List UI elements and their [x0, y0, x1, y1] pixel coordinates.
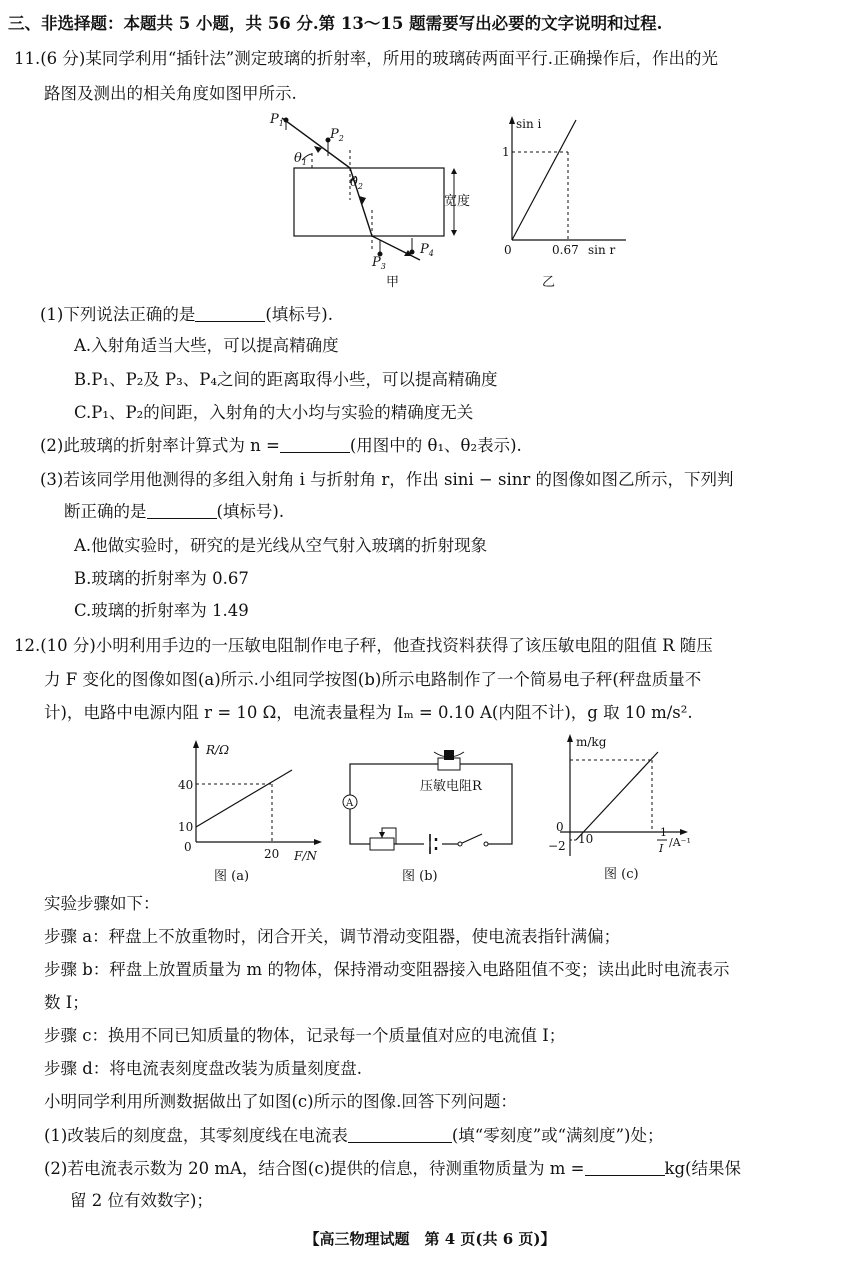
caption-c: 图 (c) [604, 867, 639, 882]
a-x-arrow [314, 839, 322, 845]
figure-b [340, 734, 520, 886]
label-p3: $P_3$ [372, 255, 386, 271]
q12-steps-title: 实验步骤如下： [44, 894, 160, 913]
c-y-arrow [567, 734, 573, 742]
figure-c [540, 728, 710, 886]
q11-sub3-option-c: C.玻璃的折射率为 1.49 [74, 601, 249, 620]
yi-y-arrow [509, 116, 515, 124]
q12-intro-line1: 12.(10 分)小明利用手边的一压敏电阻制作电子秤，他查找资料获得了该压敏电阻的阻值 R 随压 [14, 636, 713, 655]
answer-blank-q11-2[interactable] [280, 434, 350, 453]
a-y-tick-10: 10 [178, 820, 194, 834]
q12-sub2-line2: 留 2 位有效数字)； [70, 1191, 213, 1210]
b-switch-pivot [458, 842, 462, 846]
b-switch-contact [484, 842, 488, 846]
q12-step-a: 步骤 a：秤盘上不放重物时，闭合开关，调节滑动变阻器，使电流表指针满偏； [44, 927, 621, 946]
page-footer: 【高三物理试题 第 4 页(共 6 页)】 [304, 1230, 556, 1248]
c-x-tick: 10 [578, 832, 594, 846]
yi-xlabel: sin r [588, 243, 616, 257]
a-x-tick-20: 20 [264, 847, 280, 861]
a-ylabel: R/Ω [206, 743, 230, 757]
b-resistor-label: 压敏电阻R [420, 779, 482, 794]
q11-sub1-option-a: A.入射角适当大些，可以提高精确度 [74, 336, 339, 355]
caption-yi: 乙 [542, 275, 556, 290]
width-arrow-top [451, 168, 457, 174]
q11-sub3-line1: (3)若该同学用他测得的多组入射角 i 与折射角 r，作出 sini − sinr 的图像如图乙所示，下列判 [40, 470, 734, 489]
pin-p4-head [410, 250, 415, 255]
figure-jia [262, 110, 482, 290]
q11-sub1-option-b: B.P₁、P₂及 P₃、P₄之间的距离取得小些，可以提高精确度 [74, 370, 498, 389]
answer-blank-q12-2[interactable] [585, 1157, 665, 1176]
c-ylabel: m/kg [576, 735, 607, 749]
q11-sub3-option-a: A.他做实验时，研究的是光线从空气射入玻璃的折射现象 [74, 536, 488, 555]
q12-sub1: (1)改装后的刻度盘，其零刻度线在电流表 (填“零刻度”或“满刻度”)处； [44, 1126, 664, 1145]
incident-ray [282, 118, 350, 168]
c-origin: 0 [556, 820, 564, 834]
b-battery-gap [424, 841, 442, 847]
label-theta1: $\theta_1$ [294, 151, 307, 167]
caption-jia: 甲 [386, 275, 400, 290]
b-ammeter-label: A [346, 798, 354, 809]
answer-blank-q12-1[interactable] [348, 1124, 452, 1143]
q11-intro-line1: 11.(6 分)某同学利用“插针法”测定玻璃的折射率，所用的玻璃砖两面平行.正确操作后，作出的光 [14, 49, 718, 68]
label-width: 宽度 [444, 194, 471, 209]
c-y-tick: −2 [548, 839, 566, 853]
caption-b: 图 (b) [402, 869, 438, 884]
b-scale-pan [444, 750, 454, 760]
width-arrow-bottom [451, 230, 457, 236]
q11-sub1: (1)下列说法正确的是 (填标号). [40, 305, 333, 324]
label-theta2: $\theta_2$ [350, 175, 363, 191]
b-rheostat-arrow [379, 832, 385, 838]
q12-sub2-line1: (2)若电流表示数为 20 mA，结合图(c)提供的信息，待测重物质量为 m = kg(结果保 [44, 1159, 741, 1178]
caption-a: 图 (a) [214, 869, 250, 884]
q11-sub2: (2)此玻璃的折射率计算式为 n = (用图中的 θ₁、θ₂表示). [40, 436, 522, 455]
a-y-arrow [193, 740, 199, 748]
q12-intro-line2: 力 F 变化的图像如图(a)所示.小组同学按图(b)所示电路制作了一个简易电子秤(秤盘质量不 [44, 670, 702, 689]
c-x-arrow [680, 829, 688, 835]
section-header: 三、非选择题：本题共 5 小题，共 56 分.第 13～15 题需要写出必要的文字说明和过程. [8, 14, 663, 33]
answer-blank-q11-3[interactable] [147, 500, 217, 519]
q12-step-d: 步骤 d：将电流表刻度盘改装为质量刻度盘. [44, 1059, 363, 1078]
c-xlabel: /A⁻¹ [669, 836, 691, 849]
b-circuit-loop [350, 764, 512, 844]
pin-p1-head [284, 118, 289, 123]
c-x-frac-den: I [659, 842, 664, 855]
c-x-frac-num: 1 [660, 826, 667, 839]
label-p4: $P_4$ [420, 242, 434, 258]
a-y-tick-40: 40 [178, 778, 194, 792]
q11-sub1-option-c: C.P₁、P₂的间距，入射角的大小均与实验的精确度无关 [74, 403, 474, 422]
yi-ylabel: sin i [516, 117, 542, 131]
q12-step-b-line2: 数 I； [44, 993, 89, 1012]
answer-blank-q11-1[interactable] [195, 303, 265, 322]
q12-lead: 小明同学利用所测数据做出了如图(c)所示的图像.回答下列问题： [44, 1092, 517, 1111]
label-p1: $P_1$ [270, 112, 284, 128]
b-rheostat [370, 838, 394, 850]
q11-sub3-option-b: B.玻璃的折射率为 0.67 [74, 569, 249, 588]
figure-a [158, 734, 328, 886]
q12-step-b-line1: 步骤 b：秤盘上放置质量为 m 的物体，保持滑动变阻器接入电路阻值不变；读出此时电流表示 [44, 960, 730, 979]
figure-yi [494, 112, 634, 290]
q12-intro-line3: 计)，电路中电源内阻 r = 10 Ω，电流表量程为 Iₘ = 0.10 A(内阻不计)，g 取 10 m/s². [44, 703, 693, 722]
c-data-line [576, 752, 658, 840]
q11-intro-line2: 路图及测出的相关角度如图甲所示. [44, 84, 297, 103]
a-xlabel: F/N [294, 849, 317, 863]
yi-x-tick: 0.67 [552, 243, 579, 257]
label-p2: $P_2$ [330, 127, 344, 143]
yi-origin: 0 [504, 243, 512, 257]
a-data-line [196, 770, 292, 827]
q12-step-c: 步骤 c：换用不同已知质量的物体，记录每一个质量值对应的电流值 I； [44, 1026, 566, 1045]
a-y-tick-0: 0 [184, 840, 192, 854]
q11-sub3-line2: 断正确的是 (填标号). [64, 502, 285, 521]
yi-data-line [512, 120, 576, 240]
yi-y-tick: 1 [502, 145, 510, 159]
